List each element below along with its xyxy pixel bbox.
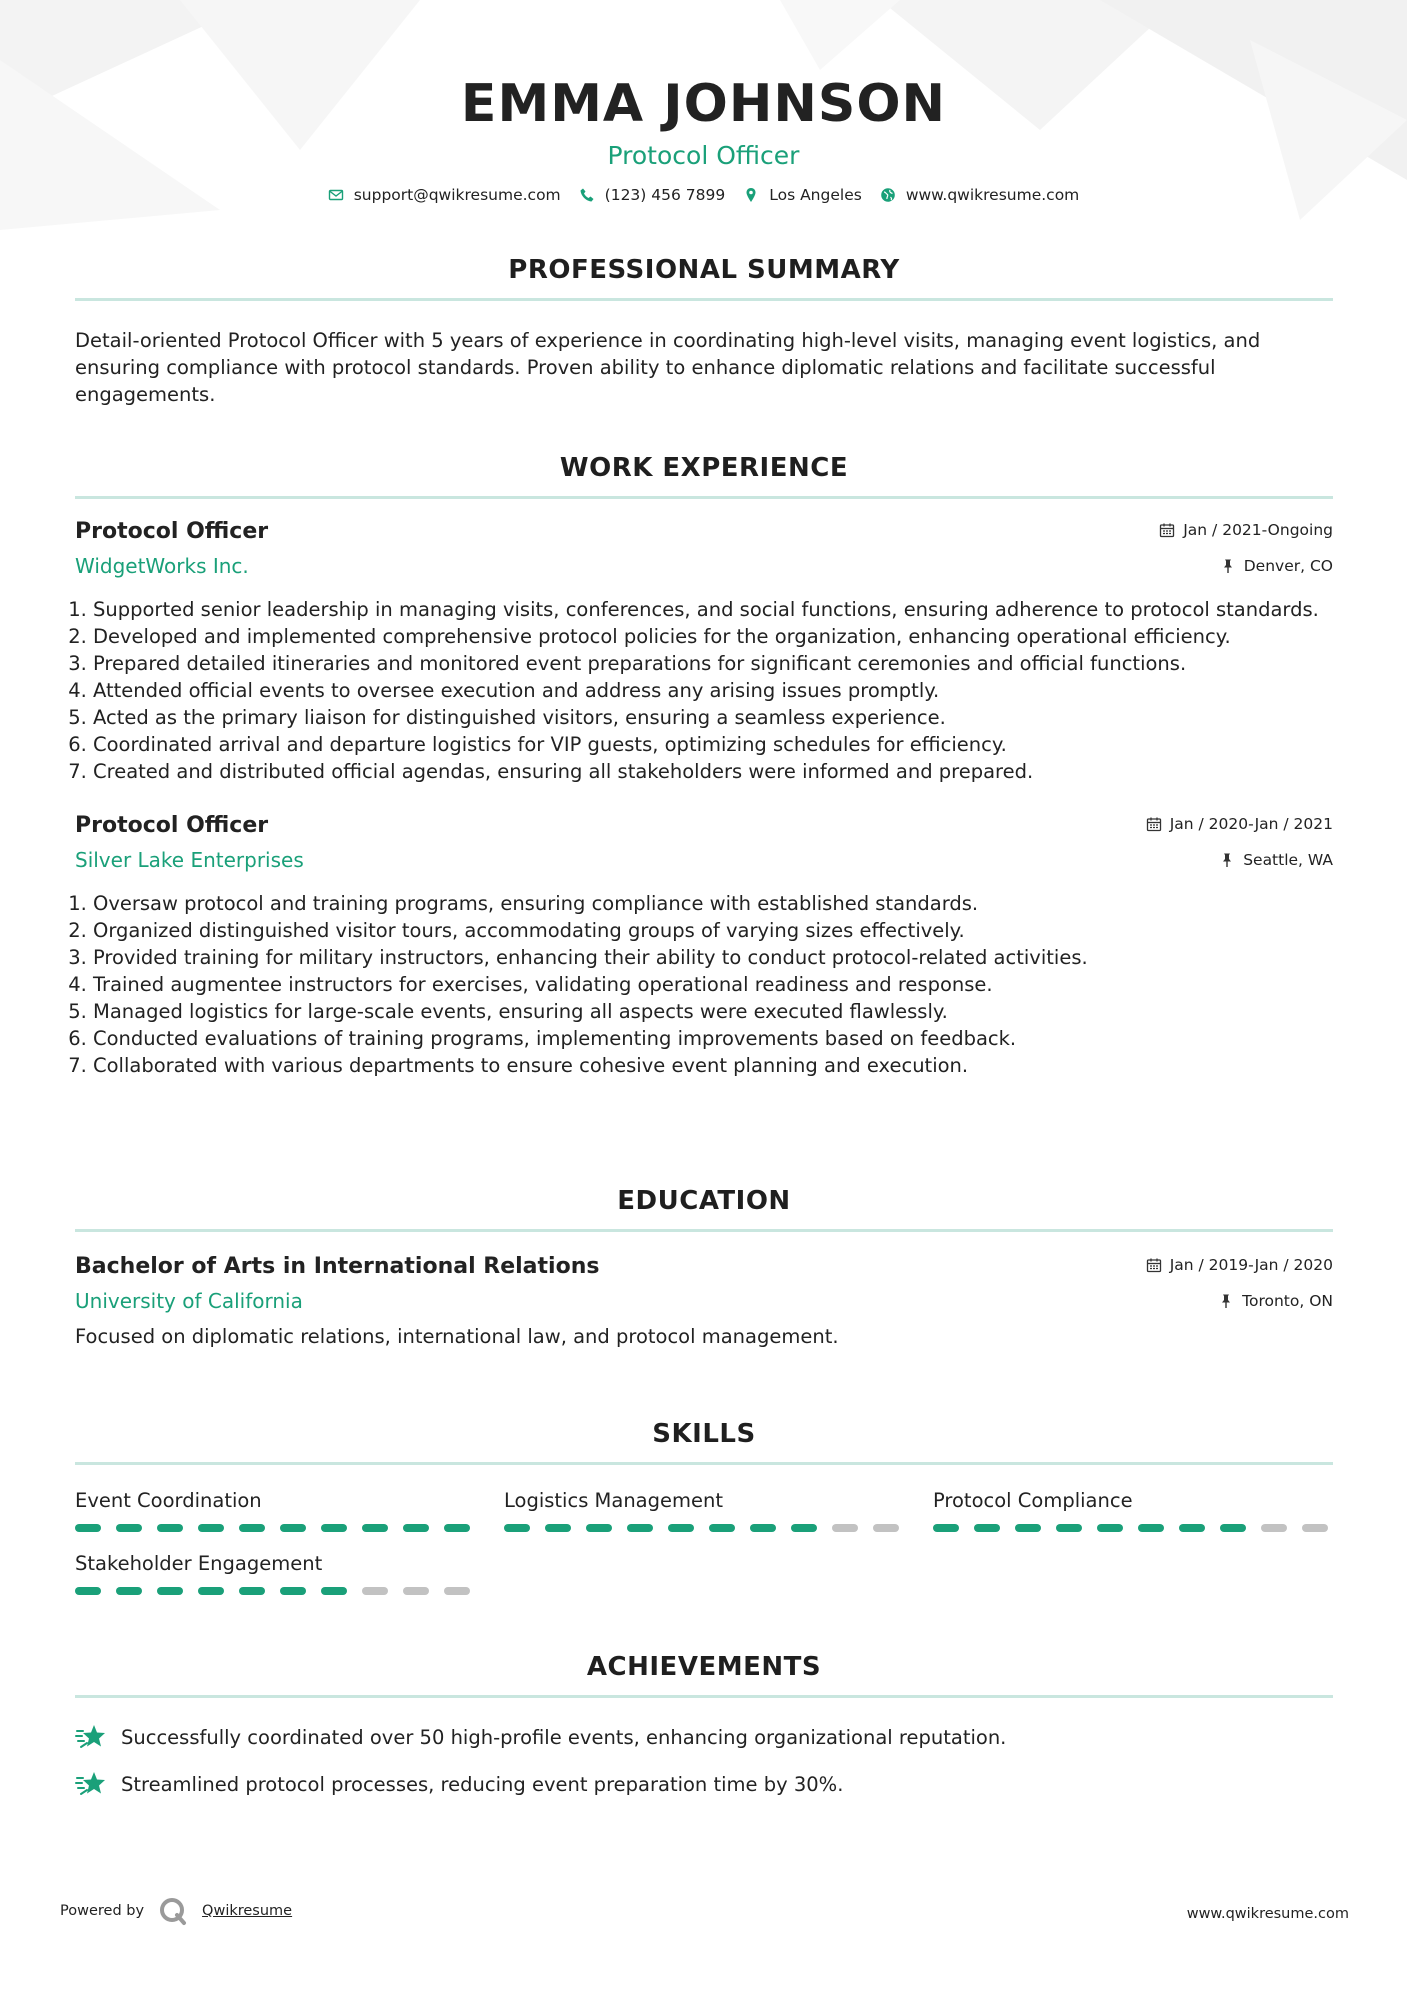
skill-segment-filled	[157, 1587, 183, 1595]
school-name: University of California	[75, 1289, 303, 1313]
skill-segment-empty	[832, 1524, 858, 1532]
skill-segment-filled	[362, 1524, 388, 1532]
list-item: 2. Developed and implemented comprehensive protocol policies for the organization, enhancing operational efficiency.	[93, 623, 1333, 650]
pushpin-icon	[1219, 852, 1235, 868]
section-divider	[75, 298, 1333, 301]
skill-segment-filled	[157, 1524, 183, 1532]
skill-segment-filled	[75, 1524, 101, 1532]
skill-segment-filled	[239, 1587, 265, 1595]
list-item: 2. Organized distinguished visitor tours, accommodating groups of varying sizes effectively.	[93, 917, 1333, 944]
company-name: WidgetWorks Inc.	[75, 554, 249, 578]
skill-rating	[504, 1524, 904, 1532]
pushpin-icon	[1220, 558, 1236, 574]
skill-segment-filled	[545, 1524, 571, 1532]
contact-email[interactable]	[328, 186, 561, 204]
skill-segment-filled	[750, 1524, 776, 1532]
education-location	[1218, 1292, 1333, 1310]
achievements-list	[75, 1722, 1333, 1799]
calendar-icon	[1146, 816, 1162, 832]
job-location-text: Denver, CO	[1243, 557, 1333, 575]
skill-segment-filled	[1179, 1524, 1205, 1532]
job-role: Protocol Officer	[75, 519, 269, 544]
contact-phone-text: (123) 456 7899	[604, 186, 726, 204]
contact-website[interactable]	[880, 186, 1079, 204]
candidate-title: Protocol Officer	[607, 141, 800, 170]
phone-icon	[579, 187, 595, 203]
skill-segment-filled	[668, 1524, 694, 1532]
skill-segment-filled	[791, 1524, 817, 1532]
job-dates-text: Jan / 2020-Jan / 2021	[1169, 815, 1333, 833]
skills-grid	[75, 1489, 1333, 1595]
skill-item	[933, 1489, 1333, 1532]
skill-segment-filled	[198, 1524, 224, 1532]
footer-powered-by	[60, 1896, 292, 1926]
skill-segment-empty	[362, 1587, 388, 1595]
job-location	[1219, 851, 1333, 869]
skill-rating	[75, 1587, 475, 1595]
degree-name: Bachelor of Arts in International Relations	[75, 1254, 600, 1279]
list-item: 3. Provided training for military instructors, enhancing their ability to conduct protocol-related activities.	[93, 944, 1333, 971]
experience-section	[75, 452, 1333, 1079]
achievement-text: Streamlined protocol processes, reducing event preparation time by 30%.	[121, 1772, 844, 1796]
list-item: 5. Acted as the primary liaison for distinguished visitors, ensuring a seamless experience.	[93, 704, 1333, 731]
skill-segment-filled	[933, 1524, 959, 1532]
skill-item	[75, 1489, 475, 1532]
education-section	[75, 1185, 1333, 1348]
skill-name: Protocol Compliance	[933, 1489, 1133, 1512]
skill-item	[504, 1489, 904, 1532]
skill-segment-empty	[403, 1587, 429, 1595]
job-bullets	[75, 596, 1333, 785]
summary-section	[75, 254, 1333, 408]
summary-text: Detail-oriented Protocol Officer with 5 years of experience in coordinating high-level visits, managing event logistics, and ensuring compliance with protocol standards. Proven ability to enhance diplomatic relations and facilitate successful engagements.	[75, 329, 1261, 406]
star-badge-icon	[75, 1769, 107, 1799]
skill-segment-filled	[1097, 1524, 1123, 1532]
globe-icon	[880, 187, 896, 203]
achievement-item	[75, 1769, 1333, 1799]
contact-bar	[0, 186, 1407, 204]
skill-item	[75, 1552, 475, 1595]
skill-segment-filled	[116, 1587, 142, 1595]
skill-segment-filled	[198, 1587, 224, 1595]
company-name: Silver Lake Enterprises	[75, 848, 304, 872]
list-item: 5. Managed logistics for large-scale events, ensuring all aspects were executed flawlessly.	[93, 998, 1333, 1025]
calendar-icon	[1146, 1257, 1162, 1273]
section-divider	[75, 496, 1333, 499]
skill-segment-filled	[709, 1524, 735, 1532]
achievements-heading: ACHIEVEMENTS	[586, 1652, 822, 1682]
pushpin-icon	[1218, 1293, 1234, 1309]
summary-heading: PROFESSIONAL SUMMARY	[508, 255, 900, 285]
footer-website[interactable]: www.qwikresume.com	[1186, 1906, 1349, 1922]
education-description: Focused on diplomatic relations, international law, and protocol management.	[75, 1325, 839, 1348]
skill-name: Event Coordination	[75, 1489, 262, 1512]
candidate-name: EMMA JOHNSON	[460, 74, 947, 134]
contact-website-text: www.qwikresume.com	[905, 186, 1080, 204]
list-item: 7. Created and distributed official agendas, ensuring all stakeholders were informed and prepared.	[93, 758, 1333, 785]
skill-segment-filled	[444, 1524, 470, 1532]
list-item: 6. Conducted evaluations of training programs, implementing improvements based on feedback.	[93, 1025, 1333, 1052]
skill-segment-filled	[1056, 1524, 1082, 1532]
list-item: 1. Supported senior leadership in managing visits, conferences, and social functions, ensuring adherence to protocol standards.	[93, 596, 1333, 623]
skills-heading: SKILLS	[652, 1419, 756, 1449]
education-heading: EDUCATION	[617, 1186, 791, 1216]
skill-segment-filled	[1220, 1524, 1246, 1532]
skill-segment-empty	[444, 1587, 470, 1595]
list-item: 6. Coordinated arrival and departure logistics for VIP guests, optimizing schedules for efficiency.	[93, 731, 1333, 758]
contact-email-text: support@qwikresume.com	[353, 186, 561, 204]
map-pin-icon	[743, 187, 759, 203]
qwikresume-logo-icon	[158, 1896, 188, 1926]
contact-phone[interactable]	[579, 186, 726, 204]
list-item: 1. Oversaw protocol and training programs, ensuring compliance with established standards.	[93, 890, 1333, 917]
education-location-text: Toronto, ON	[1242, 1292, 1333, 1310]
education-dates-text: Jan / 2019-Jan / 2020	[1169, 1256, 1333, 1274]
section-divider	[75, 1229, 1333, 1232]
section-divider	[75, 1695, 1333, 1698]
skill-rating	[933, 1524, 1333, 1532]
skill-segment-empty	[1261, 1524, 1287, 1532]
contact-location	[743, 186, 862, 204]
list-item: 3. Prepared detailed itineraries and monitored event preparations for significant ceremonies and official functions.	[93, 650, 1333, 677]
skill-segment-filled	[1015, 1524, 1041, 1532]
skill-segment-filled	[504, 1524, 530, 1532]
job-entry	[75, 519, 1333, 785]
skill-segment-filled	[75, 1587, 101, 1595]
skill-segment-filled	[627, 1524, 653, 1532]
job-entry	[75, 813, 1333, 1079]
list-item: 4. Attended official events to oversee execution and address any arising issues promptly.	[93, 677, 1333, 704]
achievement-item	[75, 1722, 1333, 1752]
job-dates-text: Jan / 2021-Ongoing	[1183, 521, 1333, 539]
achievement-text: Successfully coordinated over 50 high-profile events, enhancing organizational reputation.	[121, 1725, 1007, 1749]
job-dates	[1159, 521, 1333, 539]
skills-section	[75, 1418, 1333, 1595]
skill-name: Logistics Management	[504, 1489, 724, 1512]
skill-segment-filled	[280, 1524, 306, 1532]
contact-location-text: Los Angeles	[769, 186, 862, 204]
job-bullets	[75, 890, 1333, 1079]
skill-segment-filled	[1138, 1524, 1164, 1532]
skill-segment-filled	[280, 1587, 306, 1595]
achievements-section	[75, 1651, 1333, 1816]
education-dates	[1146, 1256, 1333, 1274]
skill-segment-filled	[116, 1524, 142, 1532]
skill-segment-empty	[873, 1524, 899, 1532]
section-divider	[75, 1462, 1333, 1465]
job-location-text: Seattle, WA	[1243, 851, 1333, 869]
star-badge-icon	[75, 1722, 107, 1752]
skill-segment-filled	[586, 1524, 612, 1532]
skill-name: Stakeholder Engagement	[75, 1552, 323, 1575]
resume-header	[0, 0, 1407, 204]
job-dates	[1146, 815, 1333, 833]
calendar-icon	[1159, 522, 1175, 538]
skill-segment-empty	[1302, 1524, 1328, 1532]
envelope-icon	[328, 187, 344, 203]
list-item: 7. Collaborated with various departments to ensure cohesive event planning and execution.	[93, 1052, 1333, 1079]
skill-segment-filled	[321, 1524, 347, 1532]
list-item: 4. Trained augmentee instructors for exercises, validating operational readiness and response.	[93, 971, 1333, 998]
education-entry	[75, 1254, 1333, 1348]
skill-segment-filled	[321, 1587, 347, 1595]
skill-segment-filled	[239, 1524, 265, 1532]
experience-heading: WORK EXPERIENCE	[559, 453, 849, 483]
powered-by-label: Powered by	[60, 1903, 145, 1919]
job-role: Protocol Officer	[75, 813, 269, 838]
skill-segment-filled	[403, 1524, 429, 1532]
skill-segment-filled	[974, 1524, 1000, 1532]
qwikresume-link[interactable]: Qwikresume	[202, 1903, 293, 1919]
skill-rating	[75, 1524, 475, 1532]
job-location	[1220, 557, 1333, 575]
